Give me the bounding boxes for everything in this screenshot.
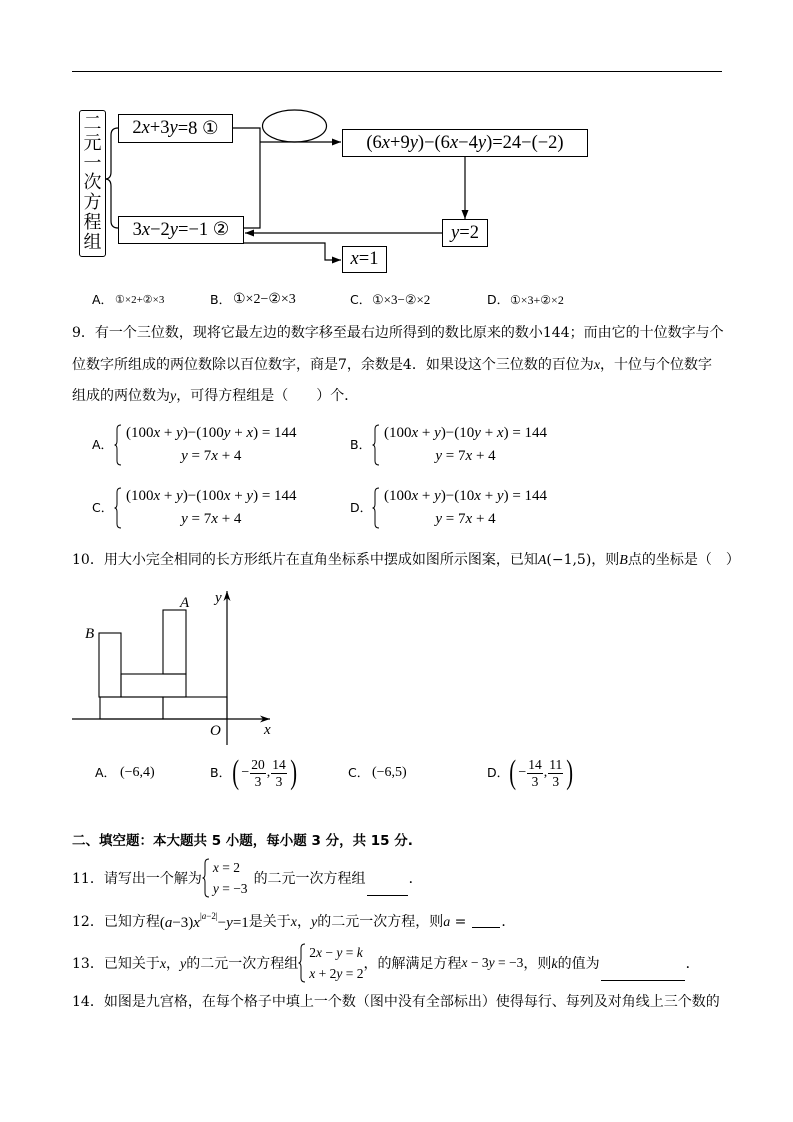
- right-paren: ): [566, 754, 574, 791]
- rectangle-bottom-left: [100, 697, 163, 719]
- q13-condition: x − 3y = −3: [461, 955, 524, 970]
- q9-text-line: 位数字所组成的两位数除以百位数字，商是7，余数是4．如果设这个三位数的百位为x，十位与个位数字: [72, 357, 713, 373]
- left-paren: (: [232, 754, 240, 791]
- answer-blank: [601, 966, 685, 981]
- equation: 2x − y = k: [309, 945, 363, 960]
- equation: (100x + y)−(10x + y) = 144: [384, 488, 548, 504]
- origin-label: O: [210, 723, 221, 739]
- q10-option-b-label: B．: [210, 765, 232, 780]
- left-paren: (: [509, 754, 517, 791]
- denominator: 3: [552, 773, 560, 789]
- equations: [126, 422, 297, 468]
- y-axis-label: y: [215, 590, 222, 606]
- point-b-label: B: [85, 626, 95, 642]
- equations: [213, 857, 248, 899]
- equation: y = 7x + 4: [181, 448, 242, 464]
- q10-figure: [70, 585, 285, 750]
- denominator: 3: [531, 773, 539, 789]
- numerator: 11: [549, 756, 563, 772]
- equation: y = −3: [212, 881, 248, 896]
- brace-icon: [372, 424, 380, 466]
- q9-option-a-label: A．: [92, 437, 114, 452]
- q11-end: ．: [408, 871, 423, 887]
- equations: [384, 422, 547, 468]
- q9-option-b-label: B．: [350, 437, 372, 452]
- q12-prefix: 12．已知方程: [72, 914, 160, 930]
- system-label-char: 元: [83, 132, 102, 154]
- fraction-y: [548, 757, 563, 790]
- q10-text: 10．用大小完全相同的长方形纸片在直角坐标系中摆成如图所示图案，已知A(−1,5)，则B点的坐标是（ ）: [72, 552, 740, 568]
- rectangle-middle: [121, 674, 186, 697]
- q9-option-d-label: D．: [350, 500, 373, 515]
- numerator: 14: [272, 756, 286, 772]
- q12-expr-base: (a−3)x: [159, 914, 200, 931]
- equation: (100x + y)−(10y + x) = 144: [384, 425, 548, 441]
- q8-option-c-label: C．: [350, 292, 372, 307]
- q10-option-c-value: (−6,5): [372, 765, 407, 780]
- system-label-char: 方: [83, 192, 102, 214]
- question-12: [72, 910, 515, 932]
- equation: x = 2: [212, 860, 240, 875]
- system-label-char: 程: [83, 212, 102, 234]
- q8-option-c-text: ①×3−②×2: [372, 292, 431, 307]
- equations: [126, 485, 297, 531]
- comma: ,: [266, 765, 271, 780]
- equation-2-box: 3 x −2 y =−1 ②: [118, 216, 244, 244]
- question-13: [72, 941, 700, 985]
- q13-end: ．: [685, 956, 700, 972]
- equation: y = 7x + 4: [435, 511, 496, 527]
- q9-option-a-system: [114, 422, 297, 468]
- q12-expression: [160, 911, 249, 932]
- answer-blank: [367, 881, 408, 896]
- equation: x + 2y = 2: [309, 966, 364, 981]
- q10-option-a-value: (−6,4): [120, 765, 155, 780]
- q12-exponent: |a−2|: [199, 910, 218, 921]
- rectangle-a-vertical: [163, 610, 186, 674]
- numerator: 20: [251, 756, 265, 772]
- q9-text-line: 9．有一个三位数，现将它最左边的数字移至最右边所得到的数比原来的数小144；而由它的十位数字与个: [72, 325, 724, 341]
- equation: (100x + y)−(100x + y) = 144: [126, 488, 297, 504]
- q12-middle: 是关于x，y的二元一次方程，则a =: [248, 914, 467, 930]
- system-label: [79, 110, 106, 257]
- q12-end: ．: [501, 914, 516, 930]
- q9-option-c-label: C．: [92, 500, 114, 515]
- q13-system: [298, 942, 363, 984]
- q11-prefix: 11．请写出一个解为: [72, 871, 202, 887]
- equation: y = 7x + 4: [435, 448, 496, 464]
- q9-option-d-system: [372, 485, 547, 531]
- q9-text-line: 组成的两位数为y，可得方程组是（ ）个．: [72, 388, 359, 404]
- brace-icon: [114, 487, 122, 529]
- q8-option-d-label: D．: [487, 292, 510, 307]
- combine-connector-line: [233, 128, 260, 228]
- system-label-char: 组: [83, 231, 102, 253]
- brace-icon: [372, 487, 380, 529]
- x-axis-label: x: [264, 722, 271, 738]
- brace-icon: [202, 858, 210, 898]
- q13-middle: ，则k的值为: [523, 956, 600, 972]
- equations: [384, 485, 547, 531]
- minus-sign: −: [241, 765, 250, 780]
- equation: y = 7x + 4: [181, 511, 242, 527]
- q13-after-system: ，的解满足方程: [363, 956, 462, 972]
- q10-option-a-label: A．: [95, 765, 117, 780]
- y-result-box: y =2: [442, 219, 488, 247]
- brace-icon: [114, 424, 122, 466]
- answer-blank: [472, 913, 500, 928]
- denominator: 3: [275, 773, 283, 789]
- question-14-text: 14．如图是九宫格，在每个格子中填上一个数（图中没有全部标出）使得每行、每列及对角线上三个数的: [72, 994, 720, 1010]
- brace-icon: [298, 943, 306, 983]
- fraction-x: [250, 757, 266, 790]
- q10-option-c-label: C．: [348, 765, 370, 780]
- equations: [309, 942, 363, 984]
- q12-expr-tail: −y=1: [217, 914, 249, 931]
- equation-1-box: 2 x +3 y =8 ①: [118, 114, 233, 143]
- combined-equation-box: (6 x +9 y )−(6 x −4 y )=24−(−2): [342, 129, 588, 157]
- system-label-char: 一: [83, 152, 102, 174]
- q10-option-d-value: [507, 753, 576, 793]
- q13-prefix: 13．已知关于x，y的二元一次方程组: [72, 956, 299, 972]
- q8-option-a-label: A．: [92, 292, 114, 307]
- fraction-y: [271, 757, 287, 790]
- denominator: 3: [254, 773, 262, 789]
- rectangle-b-vertical: [99, 633, 121, 697]
- section-2-heading: 二、填空题：本大题共 5 小题，每小题 3 分，共 15 分.: [72, 833, 413, 849]
- q10-option-b-value: [230, 753, 299, 793]
- q11-system: [202, 857, 248, 899]
- system-label-char: 二: [83, 112, 102, 134]
- x-result-box: x =1: [342, 246, 387, 273]
- question-11: [72, 856, 423, 900]
- q8-option-a-text: ①×2+②×3: [115, 294, 165, 306]
- q8-option-b-text: ①×2−②×3: [233, 292, 296, 307]
- point-a-label: A: [180, 595, 190, 611]
- minus-sign: −: [518, 765, 527, 780]
- q9-option-c-system: [114, 485, 297, 531]
- q8-option-b-label: B．: [210, 292, 232, 307]
- q9-option-b-system: [372, 422, 547, 468]
- blank-step-ellipse: [263, 110, 327, 142]
- q10-option-d-label: D．: [487, 765, 510, 780]
- comma: ,: [543, 765, 548, 780]
- arrow-to-x-result: [244, 243, 341, 260]
- fraction-x: [527, 757, 543, 790]
- equation: (100x + y)−(100y + x) = 144: [126, 425, 297, 441]
- system-brace: [105, 128, 118, 228]
- system-label-char: 次: [83, 172, 102, 194]
- rectangle-bottom-right: [163, 697, 227, 719]
- q8-option-d-text: ①×3+②×2: [510, 293, 564, 307]
- q11-suffix: 的二元一次方程组: [253, 871, 366, 887]
- right-paren: ): [290, 754, 297, 791]
- numerator: 14: [528, 756, 542, 772]
